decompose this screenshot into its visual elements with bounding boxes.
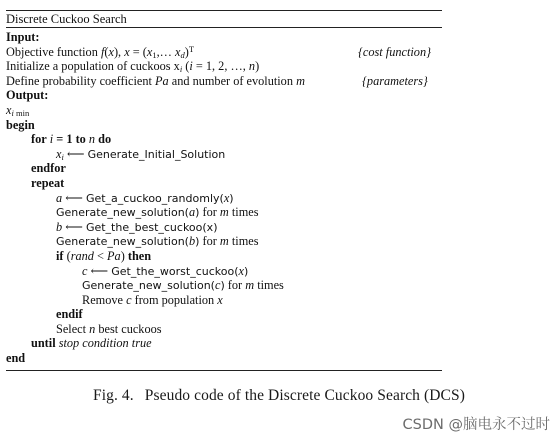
top-rule	[6, 10, 442, 11]
select-line: Select n best cuckoos	[56, 321, 162, 336]
parameters-annotation: {parameters}	[362, 73, 428, 88]
init-assign-line: $x_i$ ⟵ Generate_Initial_Solution	[56, 146, 226, 162]
algorithm-box	[6, 10, 442, 371]
end-keyword: end	[6, 351, 26, 366]
do-keyword: do	[98, 132, 112, 147]
endfor-keyword: endfor	[31, 161, 66, 176]
gen-b-line: Generate_new_solution(b) for m times	[56, 234, 259, 249]
get-best-line: b ⟵ Get_the_best_cuckoo(x)	[56, 219, 218, 234]
define-m: m	[296, 73, 305, 88]
output-value: $x_{i min}$	[6, 102, 30, 118]
output-label: Output:	[6, 88, 49, 103]
objective-line: Objective function f(x), $x = (x_1,\dots$ $x_d)^T$ {cost function}	[6, 43, 432, 60]
csdn-watermark: CSDN @脑电永不过时	[402, 417, 550, 433]
repeat-keyword: repeat	[31, 175, 65, 190]
for-keyword: for	[31, 132, 47, 147]
until-line	[6, 336, 442, 351]
objective-prefix: Objective function	[6, 44, 101, 59]
if-line: if (rand < Pa) then	[56, 248, 152, 263]
caption-text: Pseudo code of the Discrete Cuckoo Search (DCS)	[144, 387, 465, 404]
figure-caption	[0, 387, 558, 405]
remove-line: Remove c from population x	[82, 292, 223, 307]
define-prefix: Define probability coefficient	[6, 73, 155, 88]
gen-c-line: Generate_new_solution(c) for m times	[82, 278, 284, 293]
objective-math: f	[100, 44, 105, 59]
until-condition: stop condition true	[58, 336, 152, 351]
define-pa: Pa	[155, 73, 169, 88]
gen-a-line: Generate_new_solution(a) for m times	[56, 205, 259, 220]
figure-label: Fig. 4.	[93, 387, 134, 404]
if-keyword: if	[56, 248, 64, 263]
until-keyword: until	[31, 336, 56, 351]
endif-keyword: endif	[56, 307, 83, 322]
get-random-line: a ⟵ Get_a_cuckoo_randomly(x)	[56, 190, 234, 205]
bottom-rule	[6, 370, 442, 371]
then-keyword: then	[127, 248, 152, 263]
define-line	[6, 74, 442, 89]
init-line: Initialize a population of cuckoos $x_i$ (i = 1, 2, …, n)	[6, 59, 260, 75]
for-line: for i = 1 to n do	[31, 132, 112, 147]
get-worst-line: c ⟵ Get_the_worst_cuckoo(x)	[82, 263, 249, 278]
cost-function-annotation: {cost function}	[358, 44, 432, 59]
algorithm-title: Discrete Cuckoo Search	[6, 12, 127, 26]
begin-keyword: begin	[6, 117, 35, 132]
define-mid: and number of evolution	[168, 73, 297, 88]
input-label: Input:	[6, 30, 40, 44]
init-prefix: Initialize a population of cuckoos	[6, 59, 174, 74]
title-rule	[6, 27, 442, 28]
